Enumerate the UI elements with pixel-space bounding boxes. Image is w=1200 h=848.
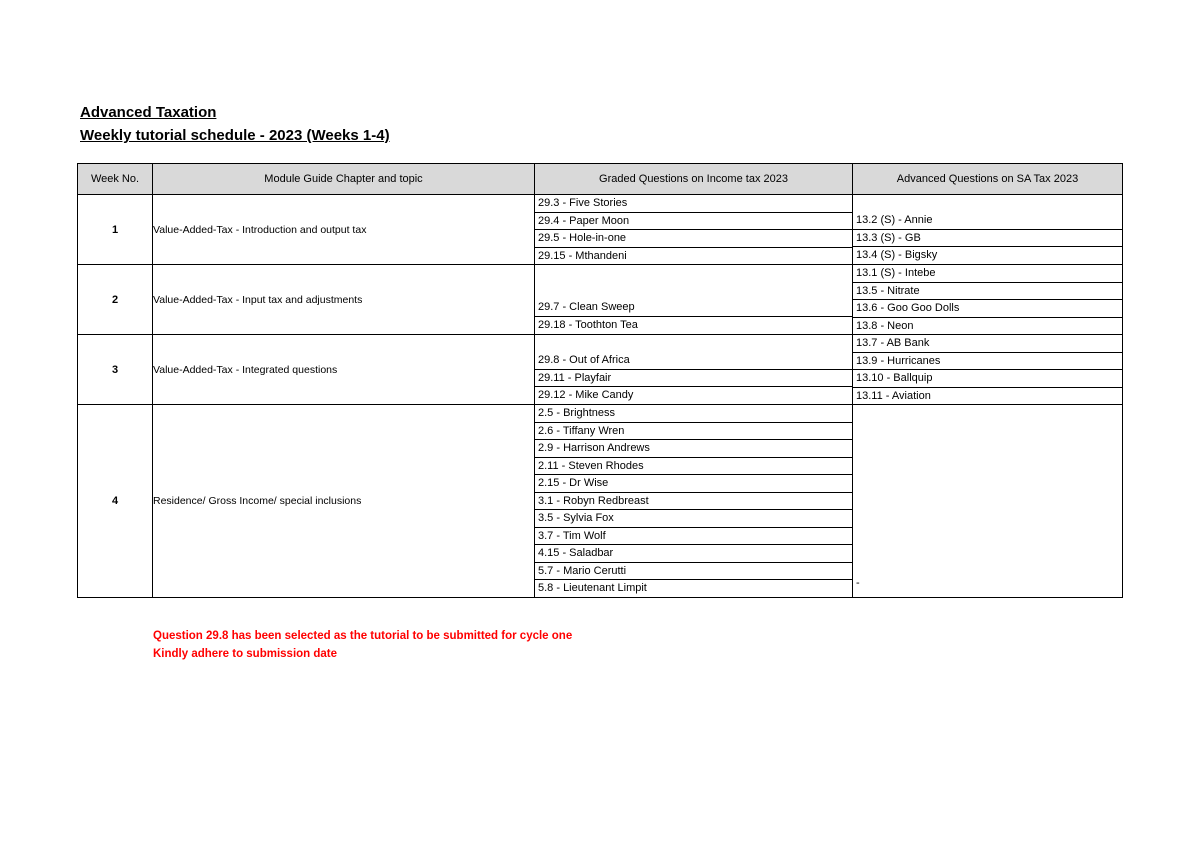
header-topic: Module Guide Chapter and topic [153,164,535,195]
graded-question-item: 5.8 - Lieutenant Limpit [535,579,852,597]
advanced-question-item: 13.3 (S) - GB [853,229,1122,247]
week-number: 4 [78,405,153,598]
table-header-row [78,164,1123,195]
graded-question-item: 29.8 - Out of Africa [538,354,630,366]
graded-question-item: 2.15 - Dr Wise [535,474,852,492]
graded-questions-cell [535,405,853,598]
advanced-question-item: 13.5 - Nitrate [853,282,1122,300]
empty-line [853,443,1122,460]
header-advanced: Advanced Questions on SA Tax 2023 [853,164,1123,195]
advanced-question-item: 13.11 - Aviation [853,387,1122,405]
advanced-questions-cell [853,265,1123,335]
advanced-question-item: 13.2 (S) - Annie [856,214,933,226]
empty-line [853,526,1122,543]
submission-reminder: Kindly adhere to submission date [153,648,338,660]
table-body [78,195,1123,598]
empty-line [853,427,1122,444]
empty-line [853,460,1122,477]
graded-question-item: 2.9 - Harrison Andrews [535,439,852,457]
graded-question-item: 29.3 - Five Stories [538,197,628,209]
graded-questions-cell [535,265,853,335]
empty-line [853,410,1122,427]
graded-question-item: 5.7 - Mario Cerutti [535,562,852,580]
graded-question-item: 3.1 - Robyn Redbreast [535,492,852,510]
advanced-question-item: - [856,577,860,589]
graded-question-item: 29.7 - Clean Sweep [538,301,635,313]
graded-question-item: 2.6 - Tiffany Wren [535,422,852,440]
advanced-questions-cell [853,335,1123,405]
graded-questions-cell [535,335,853,405]
graded-question-item: 3.7 - Tim Wolf [535,527,852,545]
graded-questions-cell [535,195,853,265]
chapter-topic: Value-Added-Tax - Input tax and adjustments [153,265,535,335]
advanced-question-item: 13.1 (S) - Intebe [856,267,936,279]
document-subtitle: Weekly tutorial schedule - 2023 (Weeks 1-4) [80,127,390,144]
empty-line [853,476,1122,493]
chapter-topic: Value-Added-Tax - Introduction and output tax [153,195,535,265]
advanced-question-item: 13.6 - Goo Goo Dolls [853,299,1122,317]
chapter-topic: Value-Added-Tax - Integrated questions [153,335,535,405]
advanced-question-item: 13.8 - Neon [853,317,1122,335]
empty-line [853,493,1122,510]
graded-question-item: 29.18 - Toothton Tea [535,316,852,334]
table-row [78,405,1123,598]
graded-question-item: 29.5 - Hole-in-one [535,229,852,247]
empty-line [535,283,852,300]
schedule-table [77,163,1123,598]
graded-question-item: 29.15 - Mthandeni [535,247,852,265]
table-row [78,195,1123,265]
advanced-questions-cell [853,195,1123,265]
week-number: 2 [78,265,153,335]
week-number: 3 [78,335,153,405]
empty-line [853,196,1122,213]
document-title: Advanced Taxation [80,104,217,121]
advanced-question-item: 13.9 - Hurricanes [853,352,1122,370]
advanced-question-item: 13.10 - Ballquip [853,369,1122,387]
empty-line [853,542,1122,559]
week-number: 1 [78,195,153,265]
empty-line [535,336,852,353]
empty-line [853,559,1122,576]
graded-question-item: 29.12 - Mike Candy [535,386,852,404]
table-row [78,335,1123,405]
header-graded: Graded Questions on Income tax 2023 [535,164,853,195]
graded-question-item: 3.5 - Sylvia Fox [535,509,852,527]
graded-question-item: 4.15 - Saladbar [535,544,852,562]
graded-question-item: 29.4 - Paper Moon [535,212,852,230]
table-row [78,265,1123,335]
graded-question-item: 2.11 - Steven Rhodes [535,457,852,475]
empty-line [853,509,1122,526]
graded-question-item: 29.11 - Playfair [535,369,852,387]
submission-note: Question 29.8 has been selected as the tutorial to be submitted for cycle one [153,630,573,642]
advanced-questions-cell [853,405,1123,598]
empty-line [535,266,852,283]
advanced-question-item: 13.4 (S) - Bigsky [853,246,1122,264]
chapter-topic: Residence/ Gross Income/ special inclusions [153,405,535,598]
advanced-question-item: 13.7 - AB Bank [856,337,930,349]
header-week: Week No. [78,164,153,195]
graded-question-item: 2.5 - Brightness [538,407,616,419]
